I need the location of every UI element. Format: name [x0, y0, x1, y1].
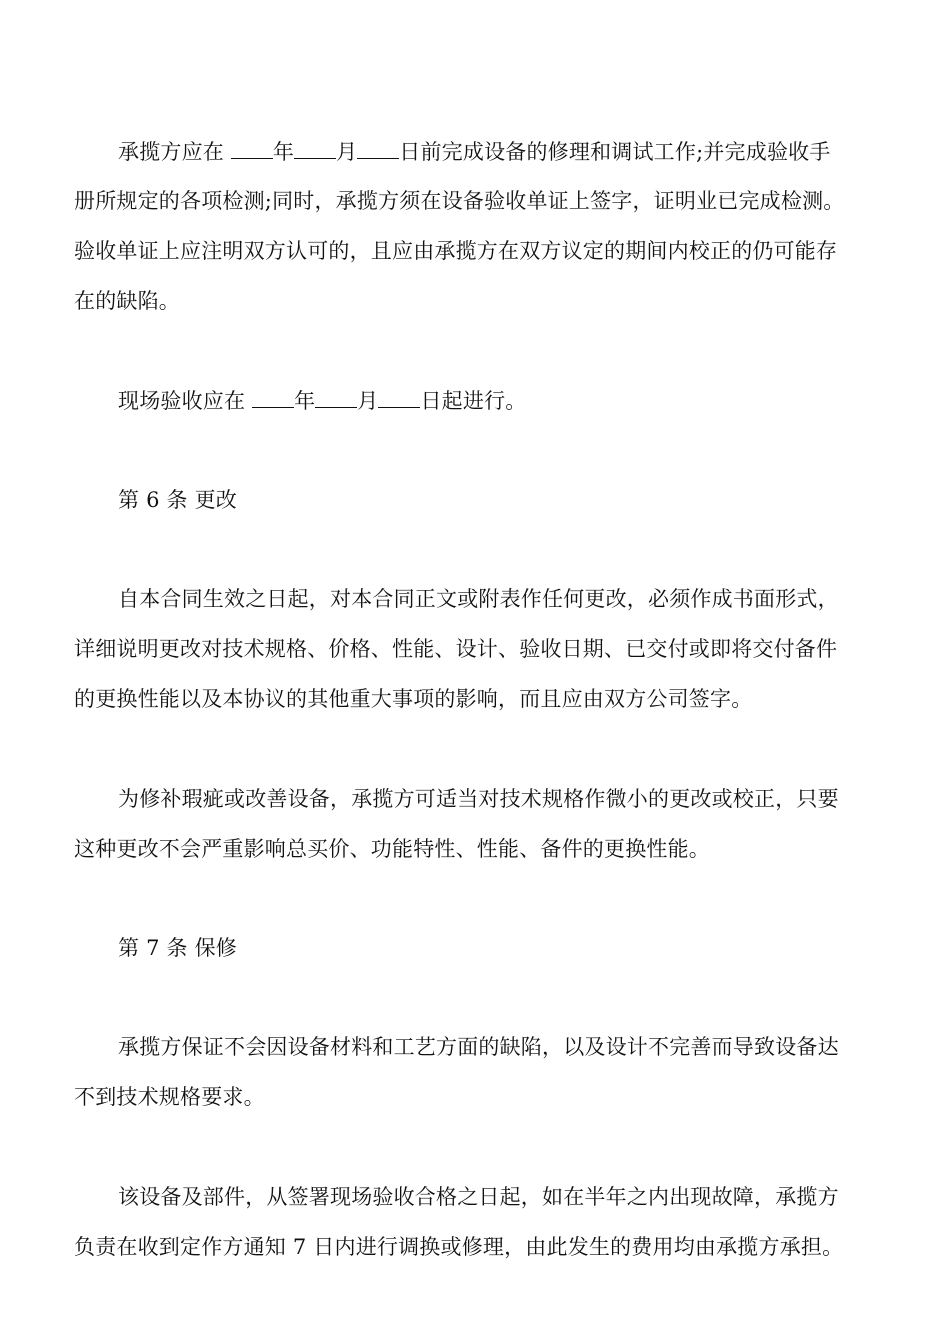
para6-line2: 负责在收到定作方通知 7 日内进行调换或修理，由此发生的费用均由承揽方承担。	[74, 1235, 844, 1259]
para3-line3: 的更换性能以及本协议的其他重大事项的影响，而且应由双方公司签字。	[74, 687, 753, 711]
para1-text-c: 月	[336, 140, 358, 164]
para1-text-d: 日前完成设备的修理和调试工作;并完成验收手	[399, 140, 831, 164]
blank-year	[231, 140, 273, 159]
para1-line3: 验收单证上应注明双方认可的，且应由承揽方在双方议定的期间内校正的仍可能存	[74, 239, 838, 263]
para1-text-b: 年	[272, 140, 295, 164]
para6-line1: 该设备及部件，从签署现场验收合格之日起，如在半年之内出现故障，承揽方	[118, 1185, 839, 1209]
para2-text-a: 现场验收应在	[118, 389, 253, 413]
para4-line2: 这种更改不会严重影响总买价、功能特性、性能、备件的更换性能。	[74, 837, 710, 861]
para5-line1: 承揽方保证不会因设备材料和工艺方面的缺陷，以及设计不完善而导致设备达	[118, 1035, 839, 1059]
section-6-heading: 第 6 条 更改	[118, 488, 237, 512]
para4-line1: 为修补瑕疵或改善设备，承揽方可适当对技术规格作微小的更改或校正，只要	[118, 787, 839, 811]
para1-text-a: 承揽方应在	[118, 140, 231, 164]
section-7-heading: 第 7 条 保修	[118, 936, 237, 960]
para1-line1	[118, 137, 831, 167]
blank-day	[357, 140, 399, 159]
blank-month	[315, 389, 357, 408]
para1-line2: 册所规定的各项检测;同时，承揽方须在设备验收单证上签字，证明业已完成检测。	[74, 189, 845, 213]
para2-text-c: 月	[357, 389, 379, 413]
blank-month	[294, 140, 336, 159]
blank-year	[252, 389, 294, 408]
para3-line1: 自本合同生效之日起，对本合同正文或附表作任何更改，必须作成书面形式，	[118, 587, 839, 611]
para2-text-b: 年	[294, 389, 316, 413]
para5-line2: 不到技术规格要求。	[74, 1085, 265, 1109]
para3-line2: 详细说明更改对技术规格、价格、性能、设计、验收日期、已交付或即将交付备件	[74, 637, 838, 661]
para2-text-d: 日起进行。	[420, 389, 527, 413]
para1-line4: 在的缺陷。	[74, 289, 180, 313]
para2-line1	[118, 386, 526, 416]
blank-day	[378, 389, 420, 408]
